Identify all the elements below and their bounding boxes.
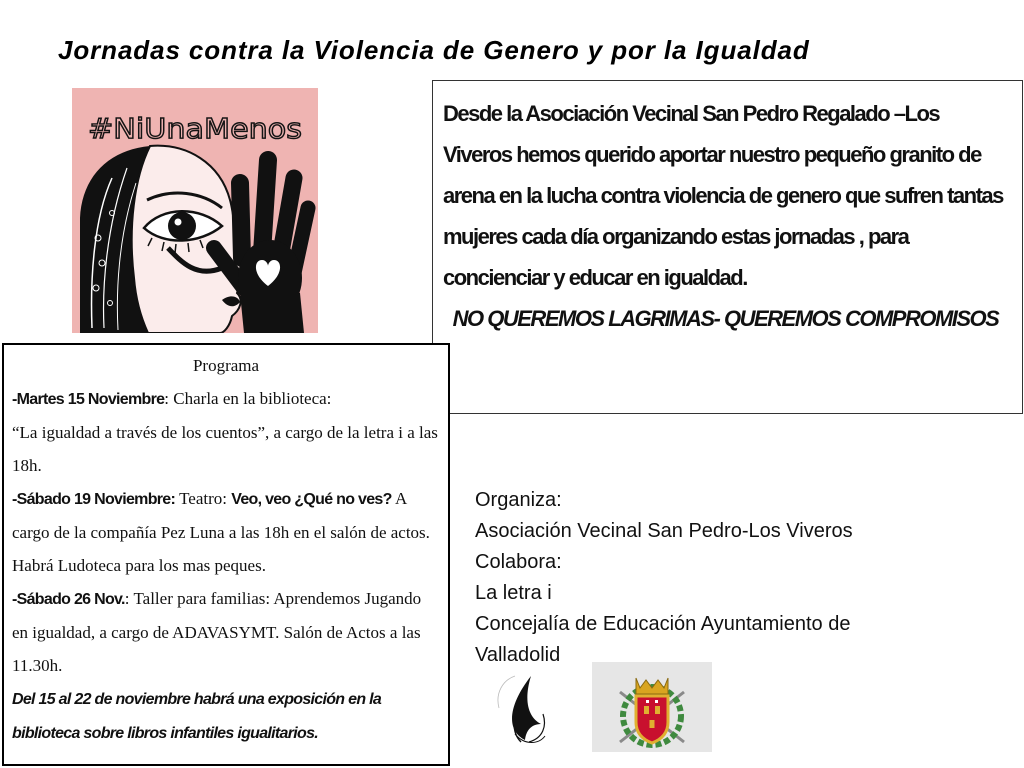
organiza-label: Organiza: [475, 489, 562, 511]
item-play: Veo, veo ¿Qué no ves? [231, 491, 392, 508]
programa-item [12, 482, 440, 582]
intro-text: Desde la Asociación Vecinal San Pedro Regalado –Los Viveros hemos querido aportar nuestro pequeño granito de arena en la lucha contra violencia de genero que sufren tantas mujeres cada día organizando estas jornadas , para concienciar y educar en igualdad. [443, 101, 1003, 290]
programa-box [2, 343, 450, 766]
page-title: Jornadas contra la Violencia de Genero y por la Igualdad [58, 35, 810, 65]
item-text: : Charla en la biblioteca: [164, 389, 332, 408]
programa-item [12, 382, 440, 482]
programa-heading: Programa [192, 356, 260, 375]
exhibition-text: Del 15 al 22 de noviembre habrá una exposición en la biblioteca sobre libros infantiles igualitarios. [12, 691, 382, 742]
colabora-name: Concejalía de Educación Ayuntamiento de Valladolid [475, 613, 851, 666]
item-date: -Martes 15 Noviembre [12, 391, 165, 408]
item-text: : Taller para familias: Aprendemos Jugando en igualdad, a cargo de ADAVASYMT. Salón de Actos a las 11.30h. [12, 589, 422, 675]
item-text: Teatro: [175, 489, 232, 508]
programa-item [12, 582, 440, 682]
intro-box [432, 80, 1023, 414]
item-date: -Sábado 26 Nov. [12, 591, 125, 608]
item-talk: “La igualdad a través de los cuentos”, a cargo de la letra i a las 18h. [12, 423, 438, 475]
organiza-name: Asociación Vecinal San Pedro-Los Viveros [475, 520, 853, 542]
asociacion-vecinal-logo-icon [485, 668, 557, 748]
colabora-name: La letra i [475, 582, 552, 604]
programa-item [12, 682, 440, 750]
hashtag-lettering: #NiUnaMenos [88, 112, 302, 145]
credits [475, 485, 915, 671]
item-date: -Sábado 19 Noviembre: [12, 491, 176, 508]
valladolid-coat-of-arms-icon [592, 662, 712, 752]
item-text: A cargo de la compañía Pez Luna a las 18h en el salón de actos. Habrá Ludoteca para los mas peques. [12, 489, 430, 575]
ni-una-menos-illustration [72, 88, 318, 333]
colabora-label: Colabora: [475, 551, 562, 573]
slogan: NO QUEREMOS LAGRIMAS- QUEREMOS COMPROMISOS [452, 306, 999, 331]
